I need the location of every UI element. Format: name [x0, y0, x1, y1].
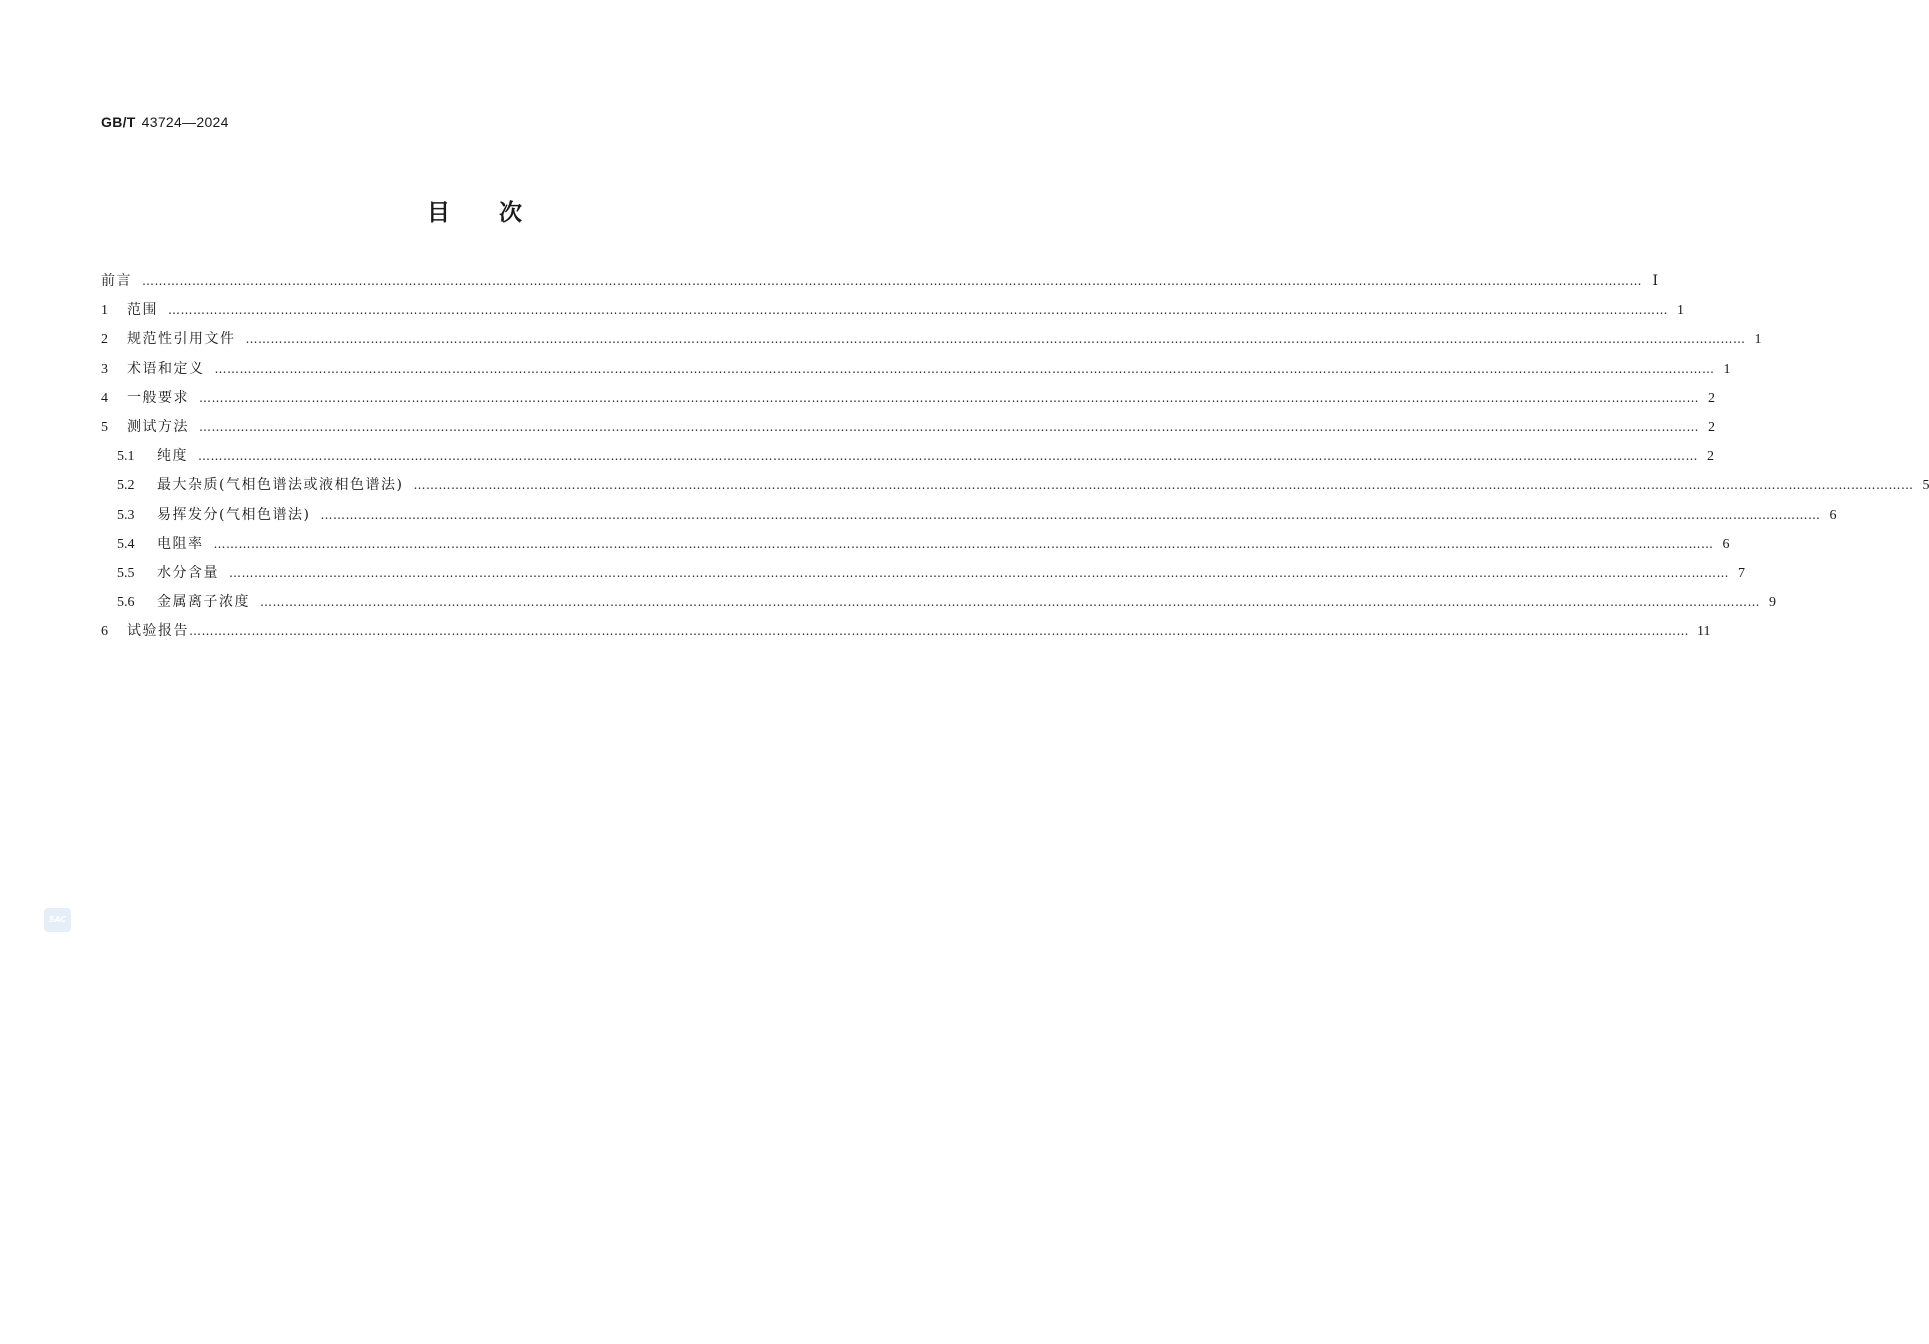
toc-label: 水分含量	[157, 564, 219, 581]
toc-row-5-5[interactable]	[101, 562, 1745, 591]
toc-leader: ………………………………………………………………………………………………………………………………………………………………………………………………………………………………………………………………………………………………………………………………	[245, 332, 1746, 347]
toc-label: 电阻率	[157, 535, 204, 552]
toc-leader: ………………………………………………………………………………………………………………………………………………………………………………………………………………………………………………………………………………………………………………………………	[214, 361, 1715, 376]
toc-leader: ………………………………………………………………………………………………………………………………………………………………………………………………………………………………………………………………………………………………………………………………	[213, 536, 1714, 551]
toc-label: 一般要求	[127, 389, 189, 406]
toc-number: 5.5	[117, 565, 135, 581]
toc-label: 纯度	[157, 448, 188, 465]
toc-row-5-1[interactable]	[101, 445, 1714, 474]
toc-label: 最大杂质(气相色谱法或液相色谱法)	[157, 477, 404, 494]
toc-page-number: 6	[1829, 507, 1837, 523]
toc-leader: ………………………………………………………………………………………………………………………………………………………………………………………………………………………………………………………………………………………………………………………………	[198, 449, 1698, 464]
toc-leader: ………………………………………………………………………………………………………………………………………………………………………………………………………………………………………………………………………………………………………………………………	[229, 565, 1729, 580]
toc-page-number: 5	[1922, 478, 1929, 494]
toc-leader: ………………………………………………………………………………………………………………………………………………………………………………………………………………………………………………………………………………………………………………………………	[189, 624, 1689, 639]
toc-leader: ………………………………………………………………………………………………………………………………………………………………………………………………………………………………………………………………………………………………………………………………	[168, 303, 1668, 318]
toc-number: 1	[101, 303, 108, 319]
toc-row-4[interactable]	[101, 387, 1715, 416]
toc-row-5-3[interactable]	[101, 504, 1837, 533]
toc-row-5-6[interactable]	[101, 591, 1776, 620]
table-of-contents	[101, 270, 1929, 649]
toc-page-number: 1	[1754, 332, 1762, 348]
sac-watermark-logo: SAC	[44, 908, 71, 932]
toc-number: 5.1	[117, 449, 135, 465]
toc-number: 5.4	[117, 536, 135, 552]
toc-leader: ………………………………………………………………………………………………………………………………………………………………………………………………………………………………………………………………………………………………………………………………	[320, 507, 1821, 522]
toc-label: 范围	[127, 302, 158, 319]
toc-page-number: 2	[1708, 419, 1715, 435]
toc-leader: ………………………………………………………………………………………………………………………………………………………………………………………………………………………………………………………………………………………………………………………………	[413, 478, 1914, 493]
toc-page-number: Ⅰ	[1652, 274, 1658, 289]
toc-title-char-1: 目	[427, 200, 451, 226]
toc-page-number: 2	[1707, 449, 1714, 465]
toc-row-5-4[interactable]	[101, 533, 1730, 562]
toc-number: 2	[101, 332, 108, 348]
standard-code	[101, 114, 229, 130]
standard-prefix: GB/T	[101, 114, 136, 130]
toc-row-3[interactable]	[101, 358, 1731, 387]
toc-label: 规范性引用文件	[127, 331, 236, 348]
toc-page-number: 1	[1723, 361, 1731, 377]
toc-row-5[interactable]	[101, 416, 1715, 445]
toc-row-foreword[interactable]	[101, 270, 1658, 299]
toc-row-5-2[interactable]	[101, 474, 1929, 503]
toc-label: 金属离子浓度	[157, 594, 250, 611]
toc-title-char-2: 次	[499, 200, 523, 226]
toc-page-number: 7	[1738, 565, 1745, 581]
toc-number: 5.6	[117, 595, 135, 611]
toc-label: 术语和定义	[127, 360, 205, 377]
toc-title	[0, 194, 950, 227]
toc-page-number: 9	[1769, 595, 1776, 611]
toc-page-number: 2	[1708, 390, 1715, 406]
toc-leader: ………………………………………………………………………………………………………………………………………………………………………………………………………………………………………………………………………………………………………………………………	[142, 274, 1642, 288]
toc-label: 易挥发分(气相色谱法)	[157, 506, 311, 523]
toc-leader: ………………………………………………………………………………………………………………………………………………………………………………………………………………………………………………………………………………………………………………………………	[260, 595, 1760, 610]
toc-label: 测试方法	[127, 418, 189, 435]
toc-row-6[interactable]	[101, 620, 1711, 649]
toc-page-number: 11	[1697, 624, 1711, 640]
toc-number: 5.3	[117, 507, 135, 523]
toc-leader: ………………………………………………………………………………………………………………………………………………………………………………………………………………………………………………………………………………………………………………………………	[199, 419, 1699, 434]
toc-number: 5	[101, 419, 108, 435]
toc-label: 前言	[101, 273, 132, 289]
toc-page-number: 6	[1722, 536, 1730, 552]
toc-number: 3	[101, 361, 108, 377]
toc-row-1[interactable]	[101, 299, 1684, 328]
toc-number: 4	[101, 390, 108, 406]
standard-number: 43724—2024	[141, 114, 229, 130]
toc-leader: ………………………………………………………………………………………………………………………………………………………………………………………………………………………………………………………………………………………………………………………………	[199, 390, 1699, 405]
toc-number: 6	[101, 624, 108, 640]
toc-row-2[interactable]	[101, 328, 1762, 357]
toc-page-number: 1	[1677, 303, 1684, 319]
toc-number: 5.2	[117, 478, 135, 494]
toc-label: 试验报告	[127, 623, 189, 640]
